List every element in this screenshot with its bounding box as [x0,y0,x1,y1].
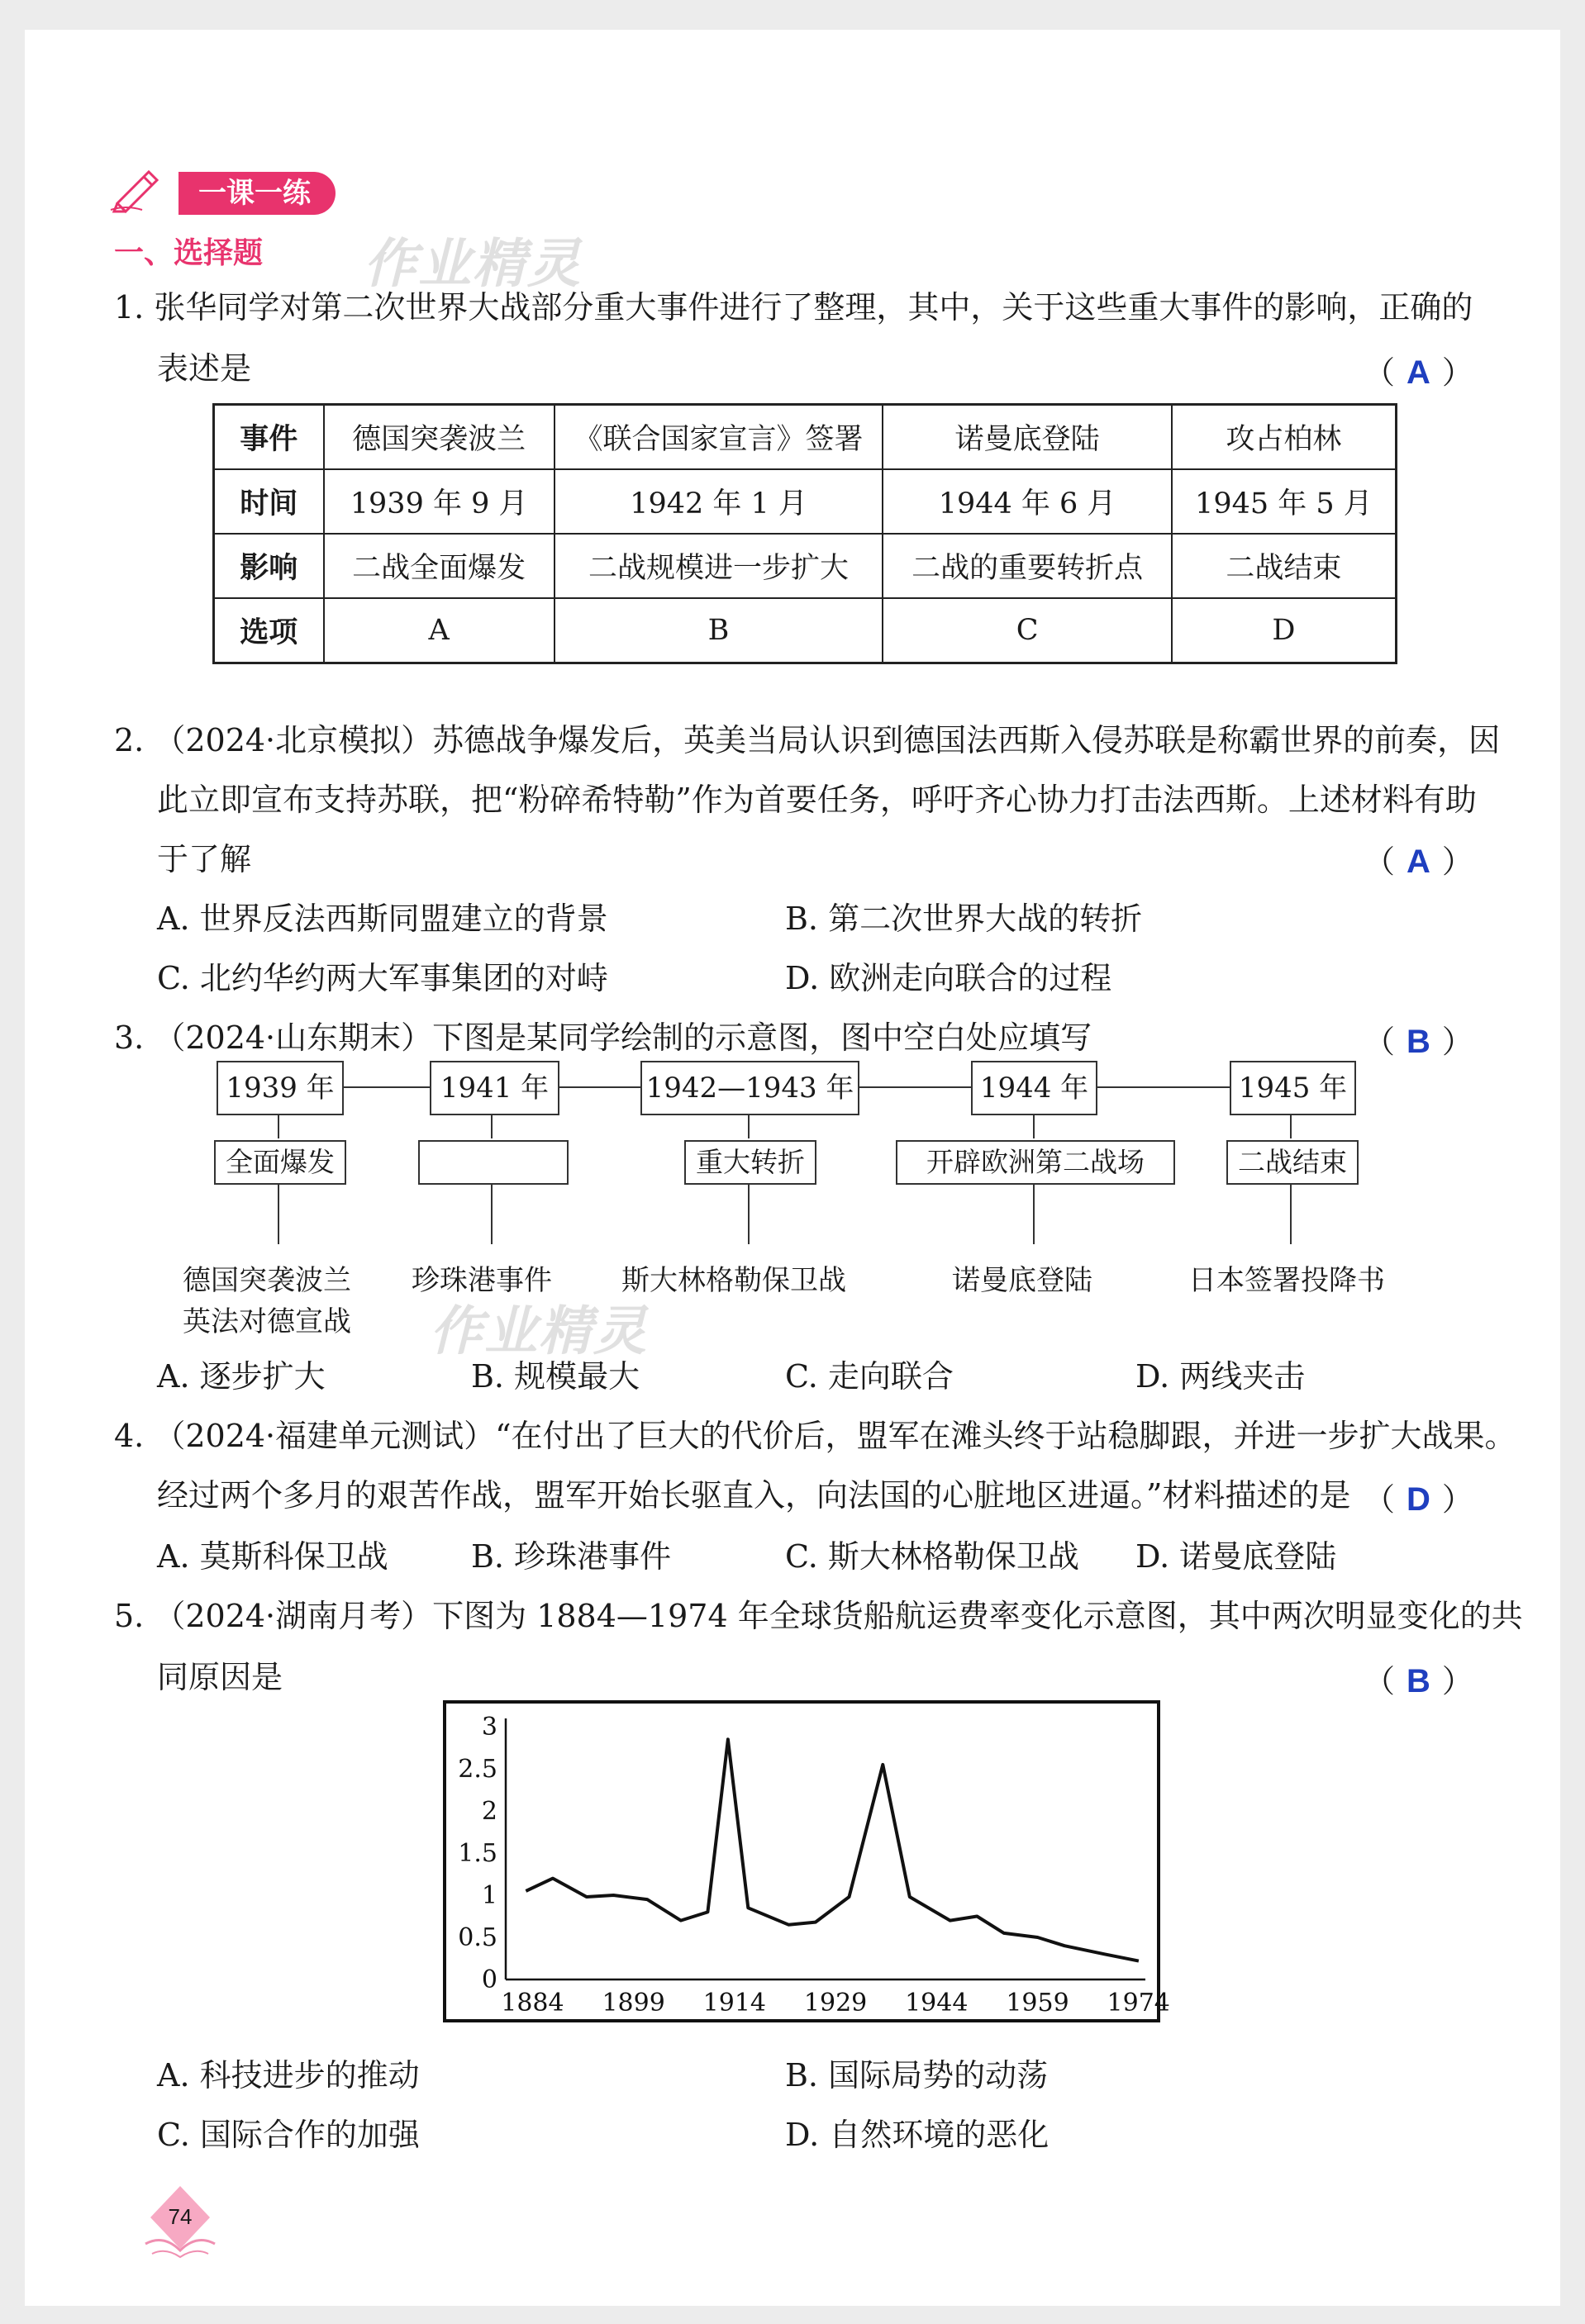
q5-option-c[interactable]: C. 国际合作的加强 [157,2117,420,2153]
event-label: 诺曼底登陆 [952,1264,1092,1297]
y-tick-label: 3 [481,1713,497,1742]
q2-option-a[interactable]: A. 世界反法西斯同盟建立的背景 [157,901,608,937]
table-cell: D [1172,598,1397,663]
stage-box: 重大转折 [684,1140,816,1185]
q2-stem-line2: 此立即宣布支持苏联，把“粉碎希特勒”作为首要任务，呼吁齐心协力打击法西斯。上述材料有助 [157,782,1477,818]
table-cell: 《联合国家宣言》签署 [555,405,883,470]
y-tick-label: 1.5 [458,1839,497,1868]
q4-answer-bracket: （ D ） [1364,1481,1473,1518]
year-box: 1939 年 [217,1061,344,1115]
watermark: 作业精灵 [364,234,582,293]
q3-timeline-diagram [25,30,1560,1434]
q2-answer: A [1407,844,1430,880]
x-tick-label: 1944 [905,1989,969,2017]
watermark: 作业精灵 [430,1301,648,1361]
q3-option-c[interactable]: C. 走向联合 [785,1358,954,1395]
q5-stem-line1: 5. （2024·湖南月考）下图为 1884—1974 年全球货船航运费率变化示意图，其中两次明显变化的共 [114,1598,1523,1634]
q3-option-a[interactable]: A. 逐步扩大 [157,1358,326,1395]
row-header: 选项 [214,598,324,663]
q2-option-b[interactable]: B. 第二次世界大战的转折 [785,901,1143,937]
x-tick-label: 1884 [501,1989,564,2017]
table-cell: C [883,598,1171,663]
q2-answer-bracket: （ A ） [1364,844,1473,880]
q4-option-b[interactable]: B. 珍珠港事件 [471,1538,672,1575]
chart-frame [445,1702,1159,2021]
year-box: 1941 年 [430,1061,559,1115]
x-tick-label: 1974 [1107,1989,1170,2017]
timeline-connectors [25,30,1560,1434]
q5-answer: B [1407,1663,1430,1699]
table-cell: 1942 年 1 月 [555,469,883,534]
table-cell: 二战全面爆发 [324,534,555,598]
q5-stem-line2: 同原因是 [157,1659,283,1695]
q4-stem-line2: 经过两个多月的艰苦作战，盟军开始长驱直入，向法国的心脏地区进逼。”材料描述的是 [157,1477,1351,1514]
q5-option-a[interactable]: A. 科技进步的推动 [157,2057,420,2094]
q2-stem-line1: 2. （2024·北京模拟）苏德战争爆发后，英美当局认识到德国法西斯入侵苏联是称霸世界的前奏，因 [114,722,1501,758]
y-tick-label: 1 [481,1881,497,1910]
event-label: 斯大林格勒保卫战 [621,1264,846,1297]
event-label-extra: 英法对德宣战 [183,1305,351,1338]
table-cell: 二战的重要转折点 [883,534,1171,598]
year-box: 1942—1943 年 [640,1061,859,1115]
event-label: 德国突袭波兰 [183,1264,351,1297]
q2-option-d[interactable]: D. 欧洲走向联合的过程 [785,960,1112,996]
q5-option-d[interactable]: D. 自然环境的恶化 [785,2117,1050,2153]
freight-rate-chart [443,1700,1170,2024]
row-header: 影响 [214,534,324,598]
table-cell: B [555,598,883,663]
x-tick-label: 1929 [803,1989,868,2017]
section-title: 一、选择题 [114,235,264,269]
stage-box: 开辟欧洲第二战场 [896,1140,1175,1185]
stage-box: 二战结束 [1226,1140,1359,1185]
x-tick-label: 1959 [1006,1989,1069,2017]
event-label: 珍珠港事件 [412,1264,552,1297]
q3-answer-bracket: （ B ） [1364,1024,1473,1060]
q5-option-b[interactable]: B. 国际局势的动荡 [785,2057,1049,2094]
y-tick-label: 2.5 [458,1755,497,1784]
q4-stem-line1: 4. （2024·福建单元测试）“在付出了巨大的代价后，盟军在滩头终于站稳脚跟，并进一步扩大战果。 [114,1418,1516,1454]
table-cell: 1939 年 9 月 [324,469,555,534]
year-box: 1945 年 [1230,1061,1356,1115]
year-box: 1944 年 [971,1061,1097,1115]
row-header: 事件 [214,405,324,470]
q1-answer: A [1407,354,1430,391]
x-tick-label: 1899 [602,1989,665,2017]
page [25,30,1560,2306]
q4-answer: D [1407,1481,1430,1518]
page-number: 74 [168,2204,193,2229]
y-tick-label: 2 [481,1797,497,1826]
table-cell: 1944 年 6 月 [883,469,1171,534]
q2-option-c[interactable]: C. 北约华约两大军事集团的对峙 [157,960,608,996]
q1-answer-bracket: （ A ） [1364,354,1473,391]
row-header: 时间 [214,469,324,534]
q1-stem-line2: 表述是 [157,350,252,387]
page-number-badge [140,2181,220,2260]
q4-option-d[interactable]: D. 诺曼底登陆 [1135,1538,1337,1575]
section-header-pill: 一课一练 [178,172,336,215]
stage-box-blank[interactable] [418,1140,569,1185]
q3-option-d[interactable]: D. 两线夹击 [1135,1358,1306,1395]
q4-option-a[interactable]: A. 莫斯科保卫战 [157,1538,388,1575]
table-cell: A [324,598,555,663]
table-cell: 二战规模进一步扩大 [555,534,883,598]
table-cell: 1945 年 5 月 [1172,469,1397,534]
x-tick-label: 1914 [702,1989,767,2017]
table-cell: 二战结束 [1172,534,1397,598]
y-tick-label: 0 [481,1965,497,1994]
y-tick-label: 0.5 [458,1923,497,1952]
q4-option-c[interactable]: C. 斯大林格勒保卫战 [785,1538,1079,1575]
q3-answer: B [1407,1024,1430,1060]
q1-stem-line1: 1. 张华同学对第二次世界大战部分重大事件进行了整理，其中，关于这些重大事件的影响，正确的 [114,289,1473,326]
q3-option-b[interactable]: B. 规模最大 [471,1358,640,1395]
table-cell: 德国突袭波兰 [324,405,555,470]
q2-stem-line3: 于了解 [157,841,252,877]
q5-answer-bracket: （ B ） [1364,1663,1473,1699]
table-cell: 诺曼底登陆 [883,405,1171,470]
stage-box: 全面爆发 [214,1140,346,1185]
event-label: 日本签署投降书 [1188,1264,1385,1297]
q3-stem: 3. （2024·山东期末）下图是某同学绘制的示意图，图中空白处应填写 [114,1019,1092,1056]
table-cell: 攻占柏林 [1172,405,1397,470]
